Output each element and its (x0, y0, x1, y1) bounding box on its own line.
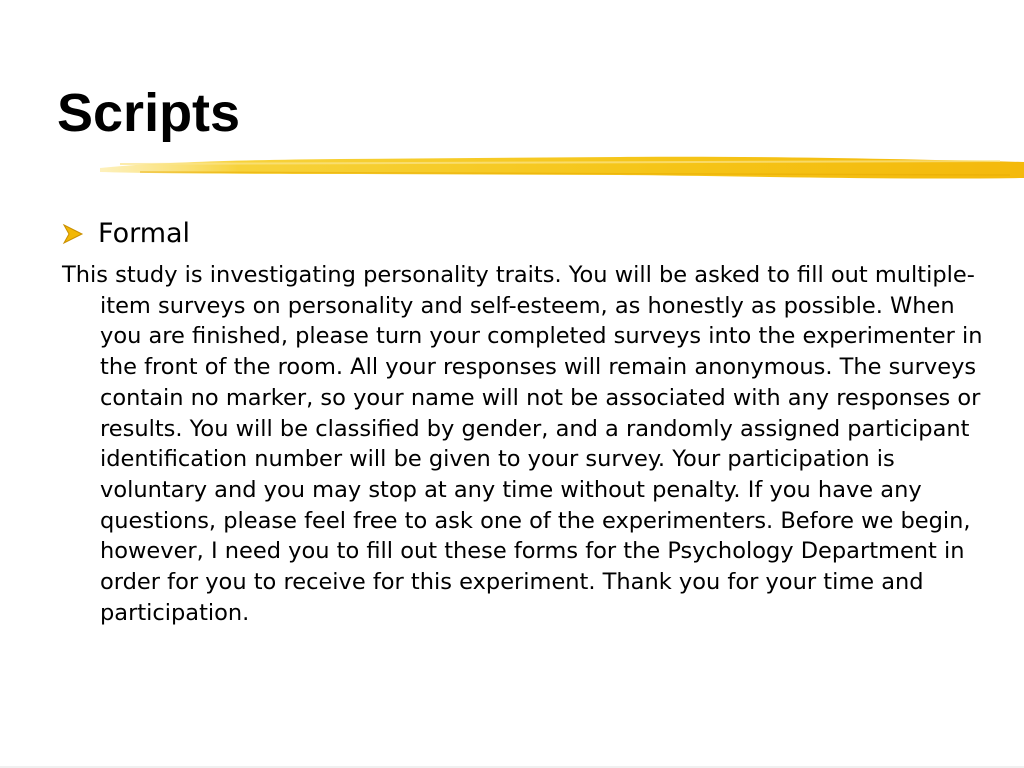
bullet-item-formal (62, 216, 190, 252)
arrow-bullet-icon (62, 223, 84, 245)
highlighter-underline (100, 148, 1024, 188)
bullet-label: Formal (98, 218, 191, 249)
slide-title: Scripts (57, 83, 241, 143)
script-paragraph: This study is investigating personality traits. You will be asked to fill out multiple-item surveys on personality and self-esteem, as honestly as possible. When you are finished, please turn your completed surveys into the experimenter in the front of the room. All your responses will remain anonymous. The surveys contain no marker, so your name will not be associated with any responses or results. You will be classified by gender, and a randomly assigned participant identification number will be given to your survey. Your participation is voluntary and you may stop at any time without penalty. If you have any questions, please feel free to ask one of the experimenters. Before we begin, however, I need you to fill out these forms for the Psychology Department in order for you to receive for this experiment. Thank you for your time and participation. (62, 262, 983, 626)
